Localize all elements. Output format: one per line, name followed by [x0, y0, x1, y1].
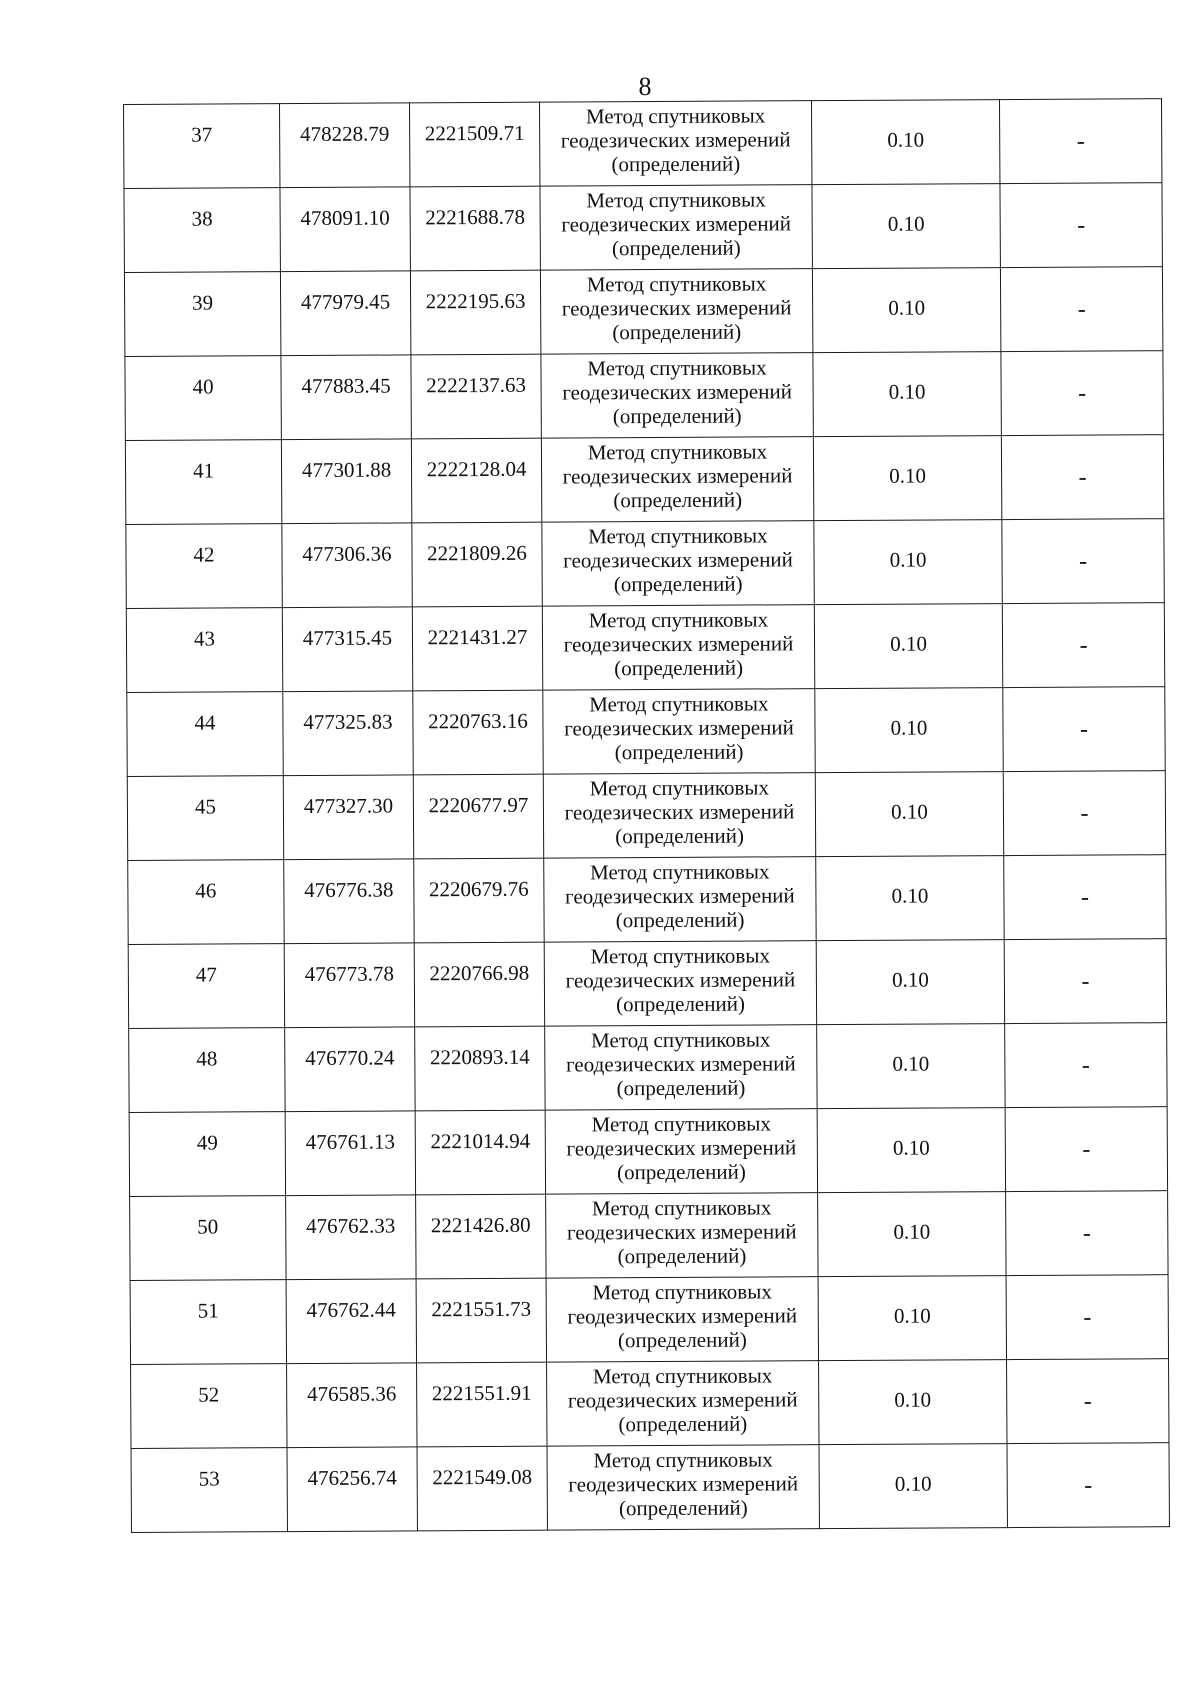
x-coordinate-cell: 477301.88 [281, 439, 411, 524]
y-coordinate-cell: 2220763.16 [413, 690, 543, 775]
method-cell [544, 857, 816, 943]
y-coordinate-cell: 2222195.63 [410, 270, 540, 355]
method-line: Метод спутниковых [586, 187, 766, 213]
method-line: (определений) [612, 403, 742, 429]
method-line: (определений) [613, 571, 743, 597]
description-cell: - [1000, 267, 1162, 352]
method-line: геодезических измерений [561, 295, 792, 321]
method-line: (определений) [611, 151, 741, 177]
description-cell: - [1004, 939, 1166, 1024]
point-number-cell: 44 [127, 692, 283, 777]
method-line: Метод спутниковых [592, 1279, 772, 1305]
point-number-cell: 38 [124, 188, 280, 273]
accuracy-cell: 0.10 [812, 184, 1000, 269]
table-row [125, 351, 1163, 441]
method-cell [542, 521, 814, 607]
x-coordinate-cell: 476762.44 [286, 1279, 416, 1364]
x-coordinate-cell: 476776.38 [284, 859, 414, 944]
method-line: Метод спутниковых [590, 859, 770, 885]
x-coordinate-cell: 477979.45 [280, 271, 410, 356]
accuracy-cell: 0.10 [815, 772, 1003, 857]
method-line: (определений) [613, 487, 743, 513]
description-cell: - [1001, 351, 1163, 436]
page-number: 8 [638, 72, 652, 101]
method-line: (определений) [617, 1243, 747, 1269]
point-number-cell: 37 [124, 104, 280, 189]
x-coordinate-cell: 477327.30 [283, 775, 413, 860]
point-number-cell: 45 [127, 776, 283, 861]
accuracy-cell: 0.10 [818, 1192, 1006, 1277]
accuracy-cell: 0.10 [814, 604, 1002, 689]
y-coordinate-cell: 2220766.98 [414, 942, 544, 1027]
accuracy-cell: 0.10 [811, 100, 999, 185]
method-line: Метод спутниковых [585, 103, 766, 129]
description-cell: - [1003, 687, 1165, 772]
method-line: (определений) [611, 235, 741, 261]
method-line: Метод спутниковых [586, 271, 767, 297]
method-line: геодезических измерений [565, 967, 796, 993]
method-line: (определений) [614, 739, 744, 765]
description-cell: - [1004, 855, 1166, 940]
method-cell [539, 101, 811, 187]
accuracy-cell: 0.10 [819, 1444, 1007, 1529]
table-row [128, 855, 1166, 945]
table-row [128, 939, 1166, 1029]
method-line: (определений) [612, 319, 742, 345]
method-line: Метод спутниковых [588, 607, 769, 633]
coordinates-table-body [124, 99, 1170, 1533]
description-cell: - [1007, 1359, 1169, 1444]
y-coordinate-cell: 2221551.91 [417, 1362, 547, 1447]
description-cell: - [1003, 771, 1165, 856]
accuracy-cell: 0.10 [815, 688, 1003, 773]
method-line: геодезических измерений [567, 1387, 798, 1413]
table-row [131, 1443, 1169, 1533]
method-line: геодезических измерений [565, 1051, 796, 1077]
description-cell: - [1006, 1275, 1168, 1360]
y-coordinate-cell: 2220677.97 [413, 774, 543, 859]
accuracy-cell: 0.10 [816, 856, 1004, 941]
method-line: геодезических измерений [562, 379, 793, 405]
point-number-cell: 41 [125, 440, 281, 525]
x-coordinate-cell: 477883.45 [281, 355, 411, 440]
point-number-cell: 43 [126, 608, 282, 693]
description-cell: - [999, 99, 1161, 184]
method-line: геодезических измерений [567, 1303, 798, 1329]
method-line: Метод спутниковых [590, 943, 770, 969]
method-line: Метод спутниковых [590, 1027, 771, 1053]
method-cell [546, 1193, 818, 1279]
y-coordinate-cell: 2221431.27 [412, 606, 542, 691]
coordinates-table [123, 98, 1170, 1533]
method-cell [541, 353, 813, 439]
method-line: (определений) [615, 823, 745, 849]
method-line: Метод спутниковых [589, 775, 770, 801]
table-row [126, 603, 1164, 693]
method-line: геодезических измерений [561, 211, 792, 237]
method-line: геодезических измерений [565, 883, 795, 909]
point-number-cell: 49 [129, 1112, 285, 1197]
table-row [125, 435, 1163, 525]
method-line: (определений) [617, 1159, 746, 1185]
table-row [129, 1023, 1167, 1113]
description-cell: - [1005, 1023, 1167, 1108]
method-cell [541, 437, 813, 523]
table-row [130, 1191, 1168, 1281]
accuracy-cell: 0.10 [812, 268, 1000, 353]
point-number-cell: 46 [128, 860, 284, 945]
description-cell: - [1002, 603, 1164, 688]
x-coordinate-cell: 476773.78 [284, 943, 414, 1028]
x-coordinate-cell: 477306.36 [282, 523, 412, 608]
method-cell [542, 605, 814, 691]
method-line: (определений) [616, 1075, 746, 1101]
table-row [127, 771, 1165, 861]
method-line: Метод спутниковых [589, 691, 769, 717]
point-number-cell: 52 [131, 1364, 287, 1449]
table-row [129, 1107, 1167, 1197]
accuracy-cell: 0.10 [817, 1108, 1005, 1193]
method-cell [545, 1109, 817, 1195]
method-line: (определений) [618, 1411, 748, 1437]
method-line: геодезических измерений [566, 1135, 797, 1161]
x-coordinate-cell: 478228.79 [280, 103, 410, 188]
y-coordinate-cell: 2220893.14 [415, 1026, 545, 1111]
table-row [126, 519, 1164, 609]
point-number-cell: 48 [129, 1028, 285, 1113]
description-cell: - [1000, 183, 1162, 268]
y-coordinate-cell: 2221426.80 [416, 1194, 546, 1279]
point-number-cell: 40 [125, 356, 281, 441]
table-row [124, 99, 1162, 189]
y-coordinate-cell: 2221549.08 [417, 1446, 547, 1531]
method-line: Метод спутниковых [592, 1363, 773, 1389]
description-cell: - [1002, 519, 1164, 604]
method-line: (определений) [614, 655, 744, 681]
y-coordinate-cell: 2222137.63 [411, 354, 541, 439]
description-cell: - [1006, 1191, 1168, 1276]
table-row [124, 183, 1162, 273]
method-line: геодезических измерений [560, 127, 791, 153]
table-row [131, 1359, 1169, 1449]
x-coordinate-cell: 478091.10 [280, 187, 410, 272]
method-line: (определений) [616, 991, 745, 1017]
description-cell: - [1005, 1107, 1167, 1192]
x-coordinate-cell: 477325.83 [283, 691, 413, 776]
table-row [127, 687, 1165, 777]
x-coordinate-cell: 476256.74 [287, 1447, 417, 1532]
x-coordinate-cell: 476585.36 [287, 1363, 417, 1448]
accuracy-cell: 0.10 [818, 1276, 1006, 1361]
method-cell [547, 1445, 819, 1531]
method-cell [546, 1277, 818, 1363]
method-line: геодезических измерений [562, 463, 793, 489]
method-line: геодезических измерений [568, 1471, 799, 1497]
accuracy-cell: 0.10 [813, 436, 1001, 521]
y-coordinate-cell: 2221551.73 [416, 1278, 546, 1363]
description-cell: - [1001, 435, 1163, 520]
x-coordinate-cell: 476762.33 [286, 1195, 416, 1280]
accuracy-cell: 0.10 [814, 520, 1002, 605]
x-coordinate-cell: 476761.13 [285, 1111, 415, 1196]
y-coordinate-cell: 2221688.78 [410, 186, 540, 271]
accuracy-cell: 0.10 [816, 940, 1004, 1025]
point-number-cell: 53 [131, 1448, 287, 1533]
point-number-cell: 50 [130, 1196, 286, 1281]
point-number-cell: 39 [124, 272, 280, 357]
table-row [130, 1275, 1168, 1365]
accuracy-cell: 0.10 [813, 352, 1001, 437]
method-cell [547, 1361, 819, 1447]
method-cell [540, 269, 812, 355]
y-coordinate-cell: 2221809.26 [412, 522, 542, 607]
method-line: геодезических измерений [563, 631, 794, 657]
method-line: (определений) [618, 1495, 748, 1521]
y-coordinate-cell: 2221509.71 [409, 102, 539, 187]
method-line: Метод спутниковых [591, 1195, 772, 1221]
method-cell [540, 185, 812, 271]
method-cell [543, 773, 815, 859]
accuracy-cell: 0.10 [817, 1024, 1005, 1109]
method-line: Метод спутниковых [587, 439, 768, 465]
point-number-cell: 51 [130, 1280, 286, 1365]
point-number-cell: 47 [128, 944, 284, 1029]
method-line: (определений) [615, 907, 745, 933]
method-line: геодезических измерений [563, 547, 793, 573]
method-line: (определений) [617, 1327, 747, 1353]
method-line: Метод спутниковых [591, 1111, 771, 1137]
method-line: Метод спутниковых [593, 1447, 773, 1473]
description-cell: - [1007, 1443, 1169, 1528]
point-number-cell: 42 [126, 524, 282, 609]
method-cell [544, 941, 816, 1027]
method-line: геодезических измерений [564, 715, 794, 741]
accuracy-cell: 0.10 [819, 1360, 1007, 1445]
x-coordinate-cell: 477315.45 [282, 607, 412, 692]
method-cell [545, 1025, 817, 1111]
method-line: геодезических измерений [566, 1219, 797, 1245]
method-cell [543, 689, 815, 775]
method-line: Метод спутниковых [588, 523, 768, 549]
table-row [124, 267, 1162, 357]
y-coordinate-cell: 2221014.94 [415, 1110, 545, 1195]
x-coordinate-cell: 476770.24 [285, 1027, 415, 1112]
y-coordinate-cell: 2222128.04 [411, 438, 541, 523]
method-line: Метод спутниковых [587, 355, 767, 381]
method-line: геодезических измерений [564, 799, 795, 825]
y-coordinate-cell: 2220679.76 [414, 858, 544, 943]
